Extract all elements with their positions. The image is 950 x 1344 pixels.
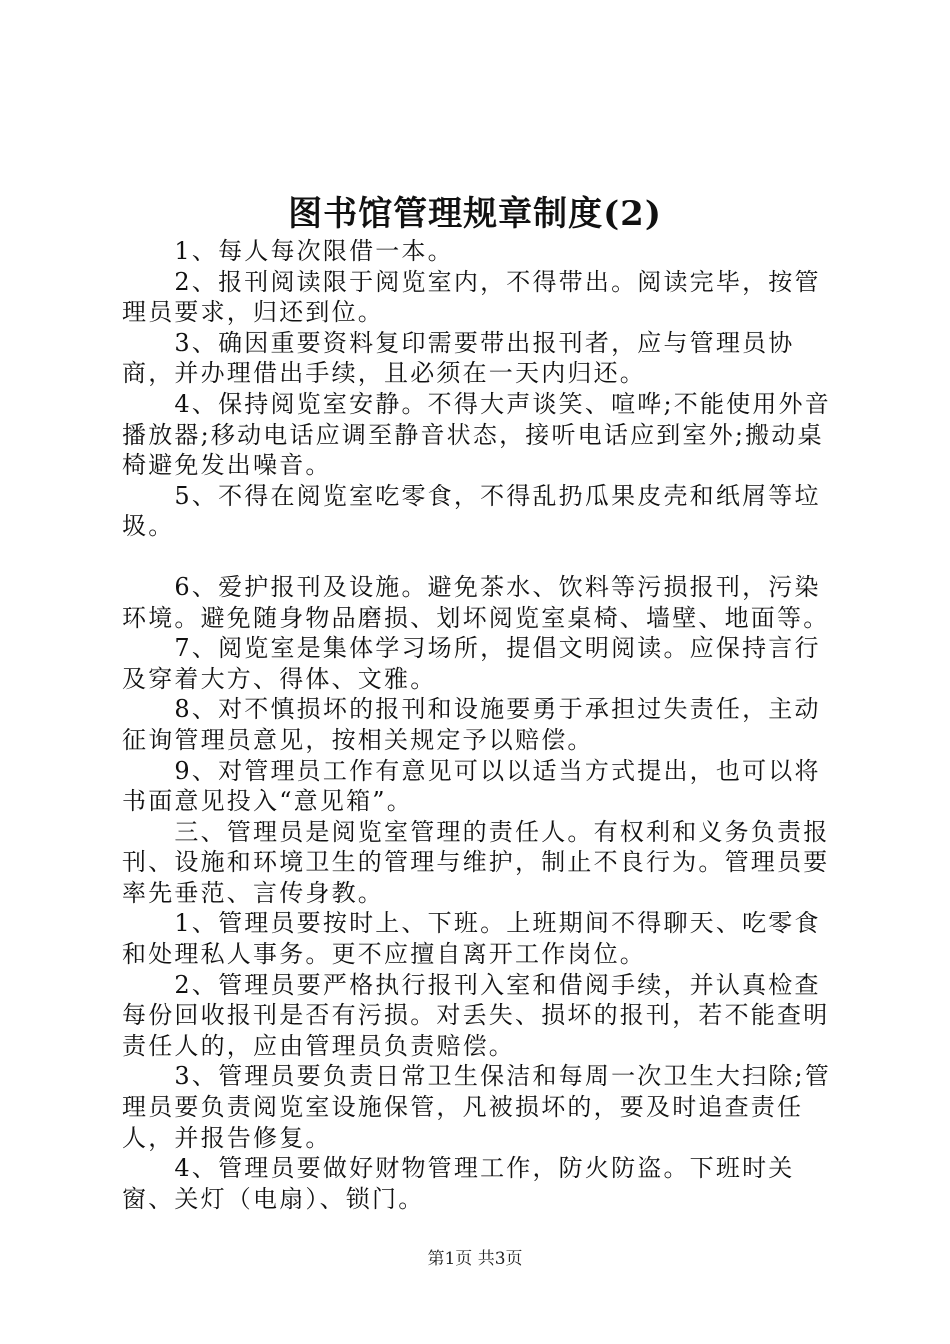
paragraph-text: 4、保持阅览室安静。不得大声谈笑、喧哗;不能使用外音播放器;移动电话应调至静音状态，接听电话应到室外;搬动桌椅避免发出噪音。 (122, 389, 831, 480)
paragraph-text: 1、每人每次限借一本。 (174, 237, 454, 265)
paragraph-text: 2、管理员要严格执行报刊入室和借阅手续，并认真检查每份回收报刊是否有污损。对丢失、损坏的报刊，若不能查明责任人的，应由管理员负责赔偿。 (122, 970, 830, 1060)
paragraph-text: 3、确因重要资料复印需要带出报刊者，应与管理员协商，并办理借出手续，且必须在一天内归还。 (122, 328, 795, 388)
paragraph-text: 5、不得在阅览室吃零食，不得乱扔瓜果皮壳和纸屑等垃圾。 (122, 481, 821, 541)
document-body (122, 236, 842, 1214)
paragraph-rule-7 (122, 633, 842, 694)
paragraph-text: 7、阅览室是集体学习场所，提倡文明阅读。应保持言行及穿着大方、得体、文雅。 (122, 634, 821, 693)
paragraph-rule-5 (122, 481, 842, 542)
paragraph-duty-3 (122, 1061, 842, 1153)
paragraph-text: 三、管理员是阅览室管理的责任人。有权利和义务负责报刊、设施和环境卫生的管理与维护，制止不良行为。管理员要率先垂范、言传身教。 (122, 817, 830, 907)
paragraph-text: 6、爱护报刊及设施。避免茶水、饮料等污损报刊，污染环境。避免随身物品磨损、划坏阅览室桌椅、墙壁、地面等。 (122, 572, 830, 632)
paragraph-gap (122, 542, 842, 572)
document-title: 图书馆管理规章制度(2) (288, 194, 662, 234)
paragraph-duty-1 (122, 908, 842, 969)
paragraph-text: 1、管理员要按时上、下班。上班期间不得聊天、吃零食和处理私人事务。更不应擅自离开工作岗位。 (122, 909, 821, 969)
paragraph-duty-4 (122, 1153, 842, 1214)
paragraph-rule-8 (122, 694, 842, 755)
paragraph-rule-3 (122, 328, 842, 389)
paragraph-duty-2 (122, 970, 842, 1062)
paragraph-rule-9 (122, 756, 842, 817)
paragraph-text: 4、管理员要做好财物管理工作，防火防盗。下班时关窗、关灯（电扇）、锁门。 (122, 1154, 795, 1213)
paragraph-rule-1 (122, 236, 842, 267)
paragraph-section-3 (122, 817, 842, 909)
page-footer: 第1页 共3页 (427, 1249, 523, 1269)
paragraph-text: 9、对管理员工作有意见可以以适当方式提出，也可以将书面意见投入“意见箱”。 (122, 756, 821, 816)
paragraph-rule-6 (122, 572, 842, 633)
paragraph-rule-4 (122, 389, 842, 481)
paragraph-text: 3、管理员要负责日常卫生保洁和每周一次卫生大扫除;管理员要负责阅览室设施保管，凡被损坏的，要及时追查责任人，并报告修复。 (122, 1062, 831, 1152)
paragraph-rule-2 (122, 267, 842, 328)
paragraph-text: 2、报刊阅读限于阅览室内，不得带出。阅读完毕，按管理员要求，归还到位。 (122, 267, 821, 327)
paragraph-text: 8、对不慎损坏的报刊和设施要勇于承担过失责任，主动征询管理员意见，按相关规定予以赔偿。 (122, 695, 821, 754)
